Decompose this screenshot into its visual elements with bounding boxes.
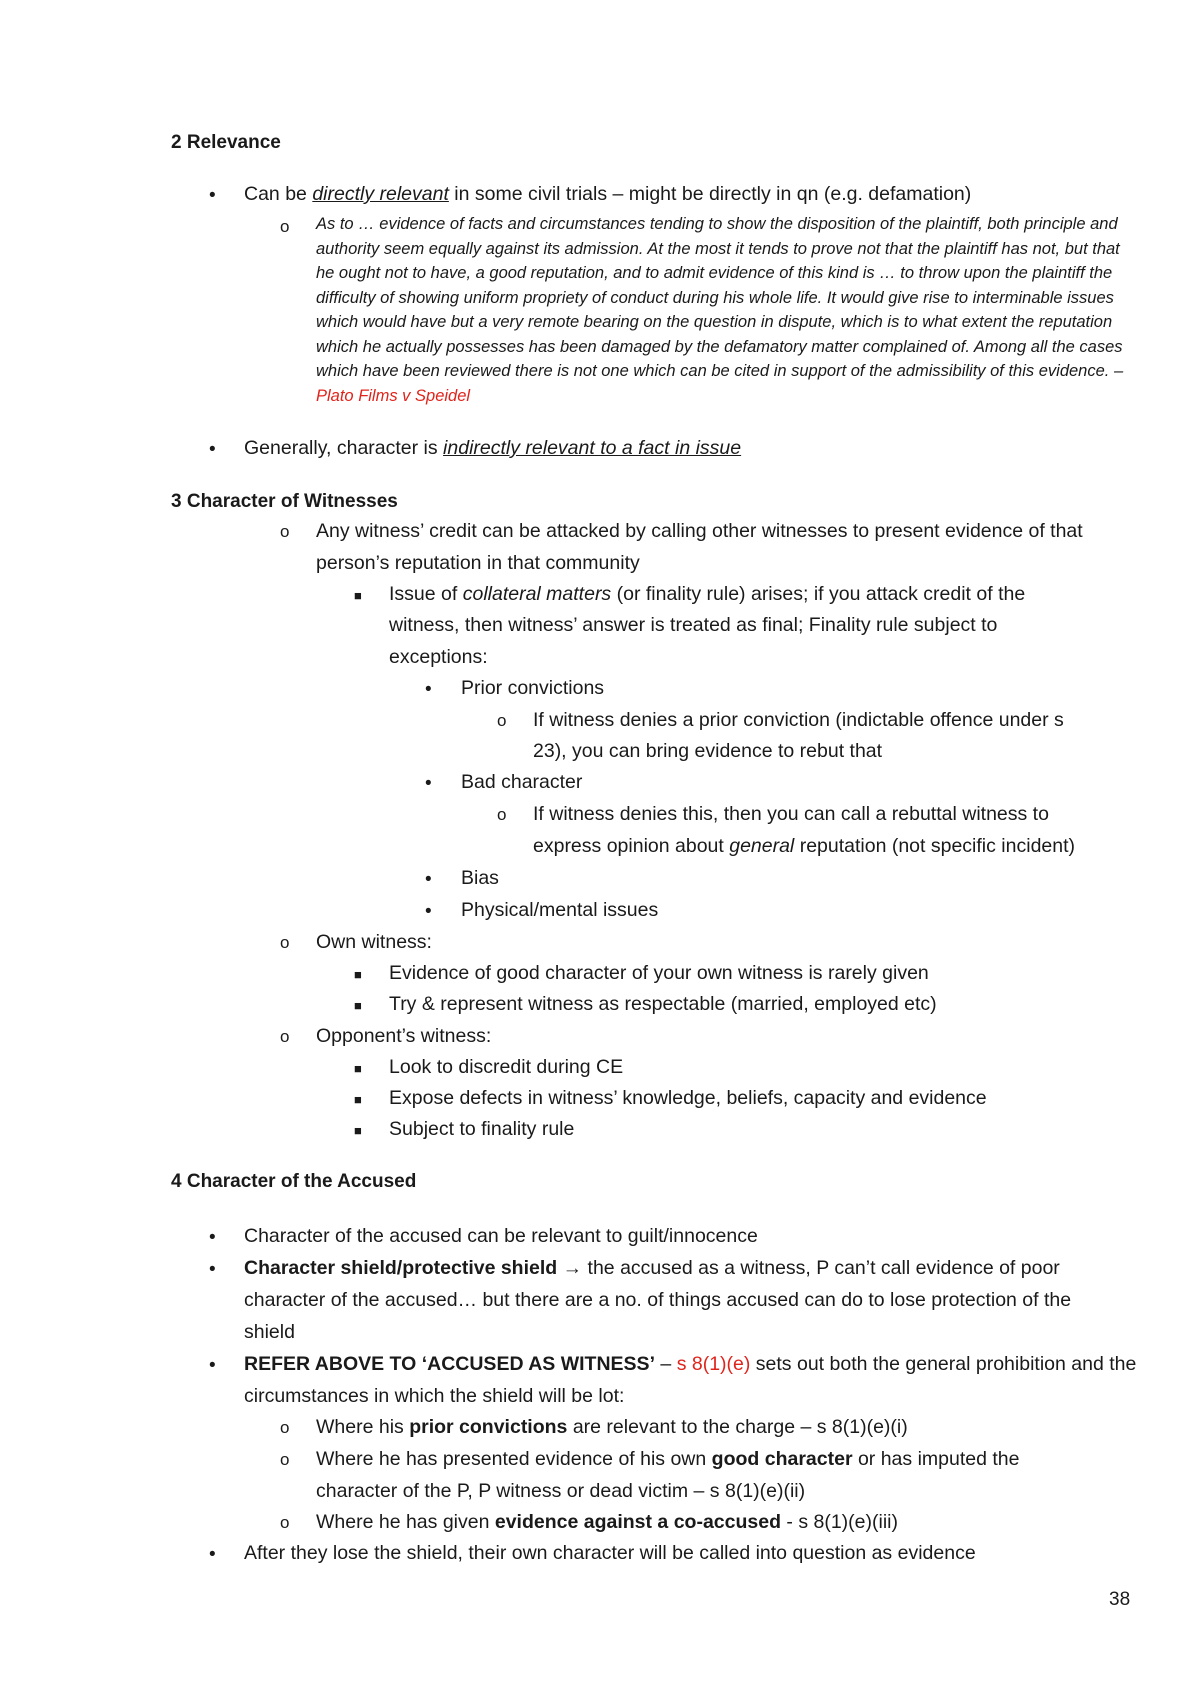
bullet-disc-icon: • <box>209 1259 216 1280</box>
bullet-square-icon: ■ <box>354 1061 362 1076</box>
quotation-plato-films <box>316 212 1130 408</box>
bullet-disc-icon: • <box>425 869 432 890</box>
shield-lost-good-character-2: character of the P, P witness or dead victim – s 8(1)(e)(ii) <box>316 1480 806 1502</box>
bullet-disc-icon: • <box>425 679 432 700</box>
text: Can be <box>244 183 313 205</box>
credit-line-1: Any witness’ credit can be attacked by calling other witnesses to present evidence of that <box>316 520 1083 542</box>
bullet-square-icon: ■ <box>354 998 362 1013</box>
bullet-square-icon: ■ <box>354 588 362 603</box>
text: – <box>655 1353 677 1375</box>
bullet-disc-icon: • <box>209 185 216 206</box>
bullet-square-icon: ■ <box>354 1123 362 1138</box>
refer-line-1 <box>244 1349 1136 1381</box>
bullet-disc-icon: • <box>209 1355 216 1376</box>
list-item: Look to discredit during CE <box>389 1056 624 1078</box>
bold-refer-above: REFER ABOVE TO ‘ACCUSED AS WITNESS’ <box>244 1353 655 1375</box>
arrow-right-icon: → <box>557 1257 588 1279</box>
bold-character-shield: Character shield/protective shield <box>244 1257 558 1279</box>
bad-sub-line-2 <box>533 831 1075 863</box>
bullet-circle-icon: o <box>497 805 507 824</box>
section-reference: s 8(1)(e) <box>676 1353 751 1375</box>
bullet-circle-icon: o <box>497 711 507 730</box>
bold-prior-convictions: prior convictions <box>409 1416 568 1438</box>
exception-bias: Bias <box>461 867 499 889</box>
bullet-circle-icon: o <box>280 1450 290 1469</box>
shield-lost-prior-convictions <box>316 1412 908 1444</box>
shield-lost-good-character-1 <box>316 1444 1019 1476</box>
own-witness-label: Own witness: <box>316 931 432 953</box>
collateral-line-1 <box>389 579 1025 611</box>
bullet-circle-icon: o <box>280 1513 290 1532</box>
exception-physical-mental: Physical/mental issues <box>461 899 659 921</box>
emphasis-directly-relevant: directly relevant <box>312 183 449 205</box>
refer-line-2: circumstances in which the shield will be lot: <box>244 1385 625 1407</box>
accused-point-after-shield: After they lose the shield, their own character will be called into question as evidence <box>244 1542 976 1564</box>
shield-line-2: character of the accused… but there are a no. of things accused can do to lose protection of the <box>244 1289 1072 1311</box>
text: Where he has given <box>316 1511 495 1533</box>
bold-good-character: good character <box>711 1448 853 1470</box>
text: (or finality rule) arises; if you attack credit of the <box>611 583 1026 605</box>
text: - s 8(1)(e)(iii) <box>781 1511 898 1533</box>
bullet-square-icon: ■ <box>354 1092 362 1107</box>
text: express opinion about <box>533 835 730 857</box>
bullet-disc-icon: • <box>425 773 432 794</box>
text: in some civil trials – might be directly in qn (e.g. defamation) <box>448 183 972 205</box>
credit-line-2: person’s reputation in that community <box>316 552 640 574</box>
bullet-disc-icon: • <box>425 901 432 922</box>
collateral-line-3: exceptions: <box>389 646 488 668</box>
text: Where he has presented evidence of his own <box>316 1448 712 1470</box>
emphasis-collateral-matters: collateral matters <box>462 583 612 605</box>
prior-sub-line-1: If witness denies a prior conviction (indictable offence under s <box>533 709 1064 731</box>
text: sets out both the general prohibition and the <box>750 1353 1137 1375</box>
prior-sub-line-2: 23), you can bring evidence to rebut that <box>533 740 883 762</box>
emphasis-general: general <box>729 835 795 857</box>
bullet-circle-icon: o <box>280 522 290 541</box>
bad-sub-line-1: If witness denies this, then you can call a rebuttal witness to <box>533 803 1049 825</box>
list-item: Evidence of good character of your own witness is rarely given <box>389 962 929 984</box>
list-item: Subject to finality rule <box>389 1118 575 1140</box>
text: Where his <box>316 1416 410 1438</box>
list-item: Expose defects in witness’ knowledge, beliefs, capacity and evidence <box>389 1087 987 1109</box>
exception-bad-character: Bad character <box>461 771 583 793</box>
exception-prior-convictions: Prior convictions <box>461 677 605 699</box>
shield-line-3: shield <box>244 1321 295 1343</box>
bullet-circle-icon: o <box>280 1027 290 1046</box>
text: the accused as a witness, P can’t call evidence of poor <box>587 1257 1060 1279</box>
section-heading-relevance: 2 Relevance <box>171 132 281 153</box>
shield-line-1 <box>244 1253 1060 1285</box>
text: are relevant to the charge – s 8(1)(e)(i) <box>567 1416 908 1438</box>
accused-point-relevance: Character of the accused can be relevant to guilt/innocence <box>244 1225 758 1247</box>
relevance-point-indirectly <box>244 433 741 465</box>
bullet-disc-icon: • <box>209 1227 216 1248</box>
text: Generally, character is <box>244 437 444 459</box>
opponent-witness-label: Opponent’s witness: <box>316 1025 492 1047</box>
page-number: 38 <box>1109 1589 1131 1610</box>
bullet-disc-icon: • <box>209 439 216 460</box>
text: reputation (not specific incident) <box>794 835 1076 857</box>
bold-evidence-against-co-accused: evidence against a co-accused <box>494 1511 781 1533</box>
bullet-disc-icon: • <box>209 1544 216 1565</box>
bullet-circle-icon: o <box>280 217 290 236</box>
quote-text: As to … evidence of facts and circumstances tending to show the disposition of the plaintiff, both principle and authority seem equally against its admission. At the most it tends to prove not that the plaintiff has not, but that he ought not to have, a good reputation, and to admit evidence of this kind is … to throw upon the plaintiff the difficulty of showing uniform propriety of conduct during his whole life. It would give rise to interminable issues which would have but a very remote bearing on the question in dispute, which is to what extent the reputation which he actually possesses has been damaged by the defamatory matter complained of. Among all the cases which have been reviewed there is not one which can be cited in support of the admissibility of this evidence. – <box>316 215 1124 380</box>
text: Issue of <box>389 583 463 605</box>
emphasis-indirectly-relevant: indirectly relevant to a fact in issue <box>443 437 742 459</box>
relevance-point-directly <box>244 179 971 211</box>
list-item: Try & represent witness as respectable (married, employed etc) <box>389 993 937 1015</box>
section-heading-accused: 4 Character of the Accused <box>171 1171 417 1192</box>
bullet-circle-icon: o <box>280 933 290 952</box>
shield-lost-co-accused <box>316 1507 898 1539</box>
collateral-line-2: witness, then witness’ answer is treated as final; Finality rule subject to <box>389 614 998 636</box>
bullet-circle-icon: o <box>280 1418 290 1437</box>
section-heading-witnesses: 3 Character of Witnesses <box>171 491 398 512</box>
case-citation: Plato Films v Speidel <box>316 386 471 405</box>
text: or has imputed the <box>852 1448 1020 1470</box>
bullet-square-icon: ■ <box>354 967 362 982</box>
